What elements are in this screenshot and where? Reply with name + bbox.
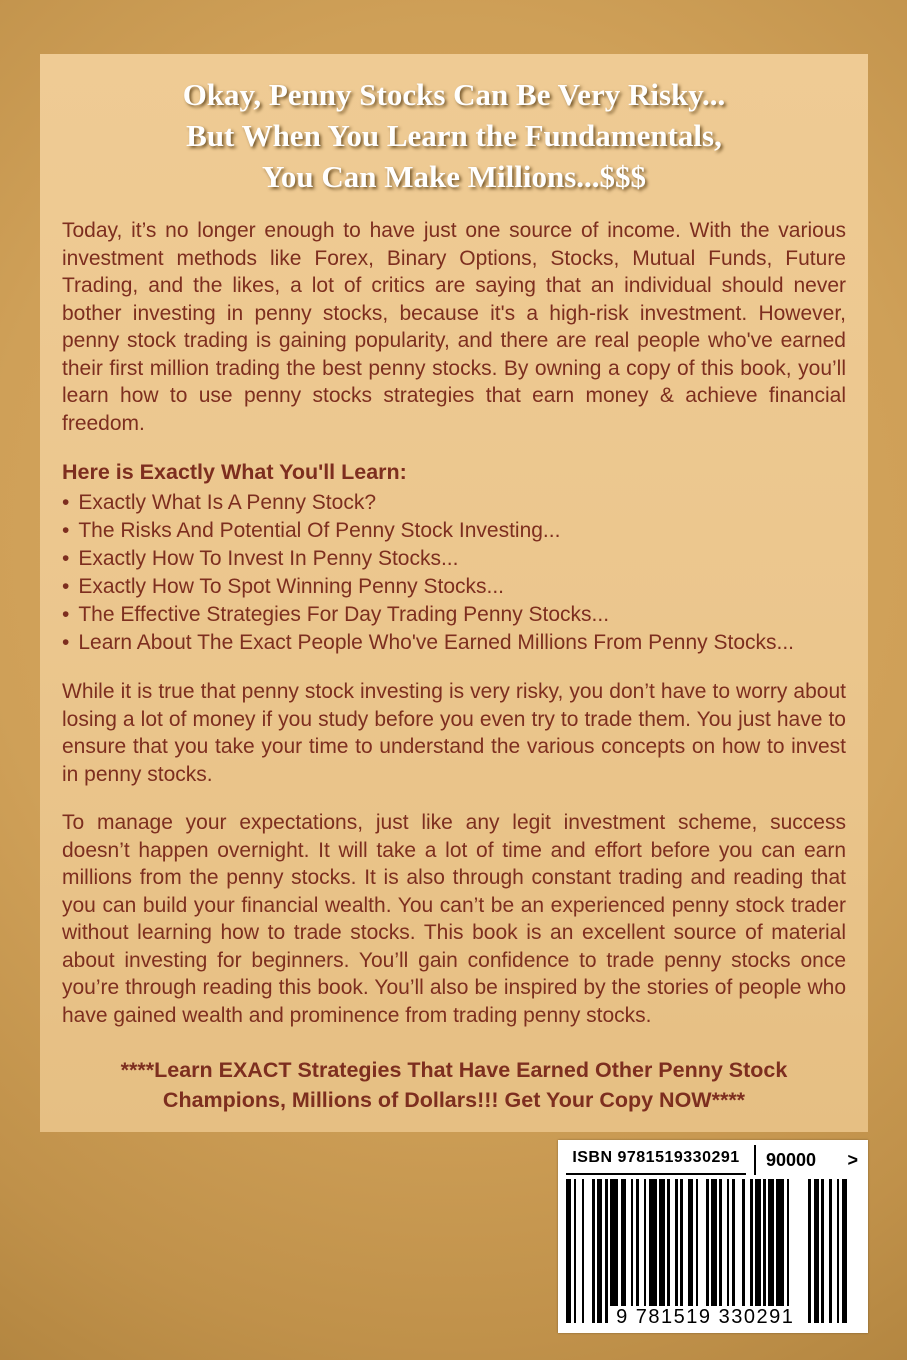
learn-heading: Here is Exactly What You'll Learn:	[62, 460, 407, 484]
bullet-icon: •	[62, 575, 70, 598]
price-code-value: 90000	[766, 1149, 817, 1170]
barcode-bars	[566, 1179, 860, 1323]
risk-paragraph: While it is true that penny stock investing is very risky, you don’t have to worry about losing a lot of money if you study before you even try to trade them. You just have to ensure that you take your time to understand the various concepts on how to invest in penny stocks.	[62, 680, 846, 786]
cta-text: ****Learn EXACT Strategies That Have Earned Other Penny Stock Champions, Millions of Dollars!!! Get Your Copy NOW****	[120, 1058, 788, 1112]
bullet-icon: •	[62, 519, 70, 542]
list-item-text: The Effective Strategies For Day Trading Penny Stocks...	[78, 603, 610, 626]
content-panel	[40, 54, 868, 1132]
barcode-header	[566, 1145, 860, 1175]
list-item-text: The Risks And Potential Of Penny Stock Investing...	[78, 519, 561, 542]
bullet-icon: •	[62, 631, 70, 654]
list-item-text: Learn About The Exact People Who've Earned Millions From Penny Stocks...	[78, 631, 795, 654]
list-item	[62, 545, 846, 573]
list-item-text: Exactly How To Invest In Penny Stocks...	[78, 547, 459, 570]
list-item	[62, 573, 846, 601]
list-item-text: Exactly How To Spot Winning Penny Stocks...	[78, 575, 504, 598]
list-item	[62, 629, 846, 657]
isbn-label: ISBN 9781519330291	[566, 1145, 746, 1175]
intro-paragraph: Today, it’s no longer enough to have just one source of income. With the various investment methods like Forex, Binary Options, Stocks, Mutual Funds, Future Trading, and the likes, a lot of critics are saying that an individual should never bother investing in penny stocks, because it's a high-risk investment. However, penny stock trading is gaining popularity, and there are real people who've earned their first million trading the best penny stocks. By owning a copy of this book, you’ll learn how to use penny stocks strategies that earn money & achieve financial freedom.	[62, 219, 846, 435]
headline-line-2: But When You Learn the Fundamentals,	[186, 118, 722, 153]
list-item	[62, 517, 846, 545]
bullet-icon: •	[62, 603, 70, 626]
headline-line-1: Okay, Penny Stocks Can Be Very Risky...	[182, 77, 726, 112]
barcode-digits: 9 781519 330291	[608, 1306, 802, 1329]
headline	[62, 74, 846, 197]
price-arrow: >	[847, 1149, 858, 1170]
expectations-paragraph: To manage your expectations, just like any legit investment scheme, success doesn’t happen overnight. It will take a lot of time and effort before you can earn millions from the penny stocks. It is also through constant trading and reading that you can build your financial wealth. You can’t be an experienced penny stock trader without learning how to trade stocks. This book is an excellent source of material about investing for beginners. You’ll gain confidence to trade penny stocks once you’re through reading this book. You’ll also be inspired by the stories of people who have gained wealth and prominence from trading penny stocks.	[62, 811, 846, 1027]
learn-list	[62, 489, 846, 657]
bullet-icon: •	[62, 491, 70, 514]
bullet-icon: •	[62, 547, 70, 570]
price-code	[754, 1145, 860, 1175]
barcode	[558, 1140, 868, 1333]
list-item	[62, 601, 846, 629]
headline-line-3: You Can Make Millions...$$$	[261, 159, 647, 194]
list-item-text: Exactly What Is A Penny Stock?	[78, 491, 376, 514]
list-item	[62, 489, 846, 517]
